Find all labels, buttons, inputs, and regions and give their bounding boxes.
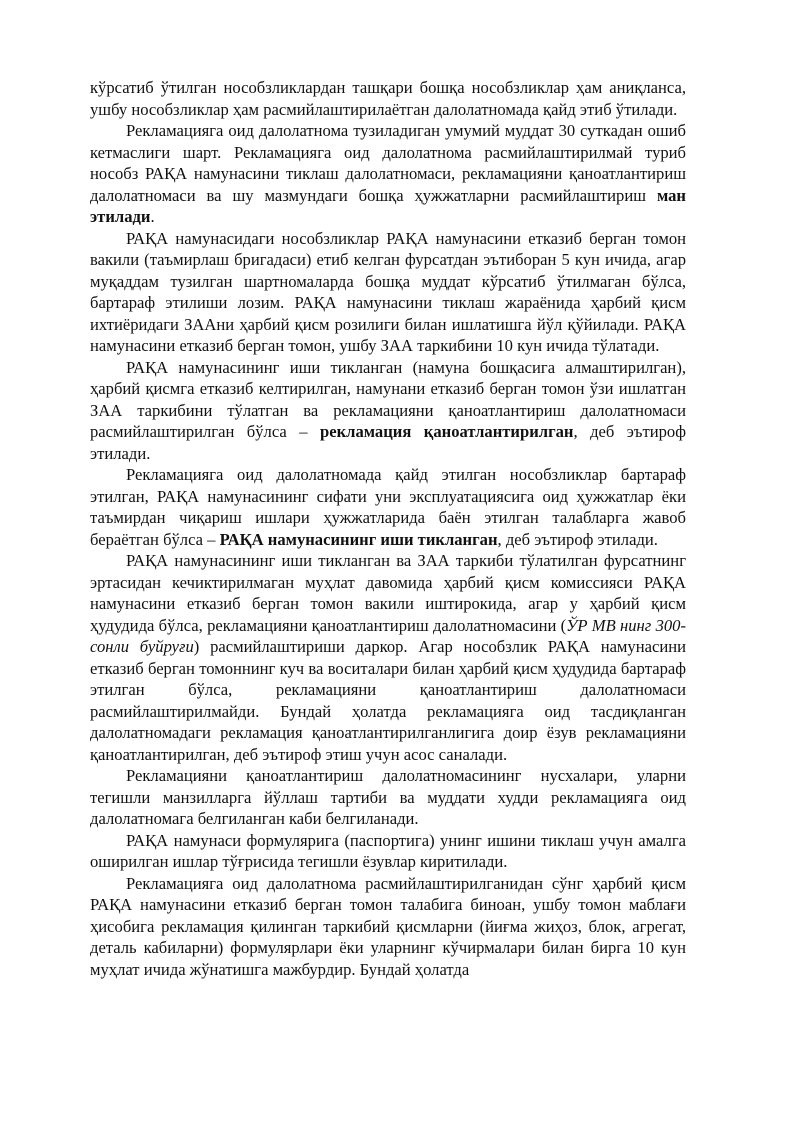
- paragraph-text: , деб эътироф этилади.: [497, 529, 658, 549]
- emphasis-bold: РАҚА намунасининг иши тикланган: [219, 529, 498, 549]
- paragraph-2: [90, 120, 686, 228]
- emphasis-italic: ЎР МВ нинг 300-сонли буйруғи: [90, 615, 686, 656]
- paragraph-4: [90, 357, 686, 465]
- paragraph-text: Рекламацияга оид далолатнома расмийлаштирилганидан сўнг ҳарбий қисм РАҚА намунасини етказиб берган томон талабига биноан, ушбу томон маблағи ҳисобига рекламация қилинган таркибий қисмларни (йиғма жиҳоз, блок, агрегат, деталь кабиларни) формулярлари ёки уларнинг кўчирмалари билан бирга 10 кун муҳлат ичида жўнатишга мажбурдир. Бундай ҳолатда: [90, 873, 686, 979]
- document-body: [90, 77, 686, 980]
- paragraph-text: кўрсатиб ўтилган нособзликлардан ташқари бошқа нособзликлар ҳам аниқланса, ушбу нособзликлар ҳам расмийлаштирилаётган далолатномада қайд этиб ўтилади.: [90, 78, 686, 119]
- paragraph-text: Рекламацияга оид далолатномада қайд этилган нособзликлар бартараф этилган, РАҚА намунасининг сифати уни эксплуатациясига оид ҳужжатлар ёки таъмирдан чиқариш ишлари ҳужжатларида баён этилган талабларга жавоб бераётган бўлса –: [90, 465, 686, 549]
- paragraph-5: [90, 464, 686, 550]
- paragraph-text: , деб эътироф этилади.: [90, 422, 686, 463]
- paragraph-text: Рекламацияга оид далолатнома тузиладиган умумий муддат 30 суткадан ошиб кетмаслиги шарт. Рекламацияга оид далолатнома расмийлаштирилмай туриб нособз РАҚА намунасини тиклаш далолатномаси, рекламацияни қаноатлантириш далолатномаси ва шу мазмундаги бошқа ҳужжатларни расмийлаштириш: [90, 121, 686, 205]
- paragraph-3: [90, 228, 686, 357]
- paragraph-9: [90, 873, 686, 981]
- emphasis-bold: ман этилади: [90, 185, 686, 226]
- paragraph-1: [90, 77, 686, 120]
- paragraph-7: [90, 765, 686, 830]
- paragraph-text: РАҚА намунасидаги нособзликлар РАҚА намунасини етказиб берган томон вакили (таъмирлаш бригадаси) етиб келган фурсатдан эътиборан 5 кун ичида, агар муқаддам тузилган шартномаларда бошқа муддат кўрсатиб ўтилмаган бўлса, бартараф этилиши лозим. РАҚА намунасини тиклаш жараёнида ҳарбий қисм ихтиёридаги ЗААни ҳарбий қисм розилиги билан ишлатишга йўл қўйилади. РАҚА намунасини етказиб берган томон, ушбу ЗАА таркибини 10 кун ичида тўлатади.: [90, 228, 686, 355]
- paragraph-text: Рекламацияни қаноатлантириш далолатномасининг нусхалари, уларни тегишли манзилларга йўллаш тартиби ва муддати худди рекламацияга оид далолатномага белгиланган каби белгиланади.: [90, 766, 686, 828]
- paragraph-8: [90, 830, 686, 873]
- paragraph-text: РАҚА намунасининг иши тикланган (намуна бошқасига алмаштирилган), ҳарбий қисмга етказиб келтирилган, намунани етказиб берган томон ўзи ишлатган ЗАА таркибини тўлатган ва рекламацияни қаноатлантириш далолатномаси расмийлаштирилган бўлса –: [90, 357, 686, 441]
- paragraph-text: РАҚА намунаси формулярига (паспортига) унинг ишини тиклаш учун амалга оширилган ишлар тўғрисида тегишли ёзувлар киритилади.: [90, 830, 686, 871]
- paragraph-text: ) расмийлаштириши даркор. Агар нособзлик РАҚА намунасини етказиб берган томоннинг куч ва воситалари билан ҳарбий қисм ҳудудида бартараф этилган бўлса, рекламацияни қаноатлантириш далолатномаси расмийлаштирилмайди. Бундай ҳолатда рекламацияга оид тасдиқланган далолатномадаги рекламация қаноатлантирилганлигига доир ёзув рекламацияни қаноатлантирилган, деб эътироф этиш учун асос саналади.: [90, 637, 686, 764]
- paragraph-text: .: [150, 207, 155, 226]
- paragraph-6: [90, 550, 686, 765]
- paragraph-text: РАҚА намунасининг иши тикланган ва ЗАА таркиби тўлатилган фурсатнинг эртасидан кечиктирилмаган муҳлат давомида ҳарбий қисм комиссияси РАҚА намунасини етказиб берган томон вакили иштирокида, агар у ҳарбий қисм ҳудудида бўлса, рекламацияни қаноатлантириш далолатномасини (: [90, 551, 686, 635]
- emphasis-bold: рекламация қаноатлантирилган: [319, 422, 574, 441]
